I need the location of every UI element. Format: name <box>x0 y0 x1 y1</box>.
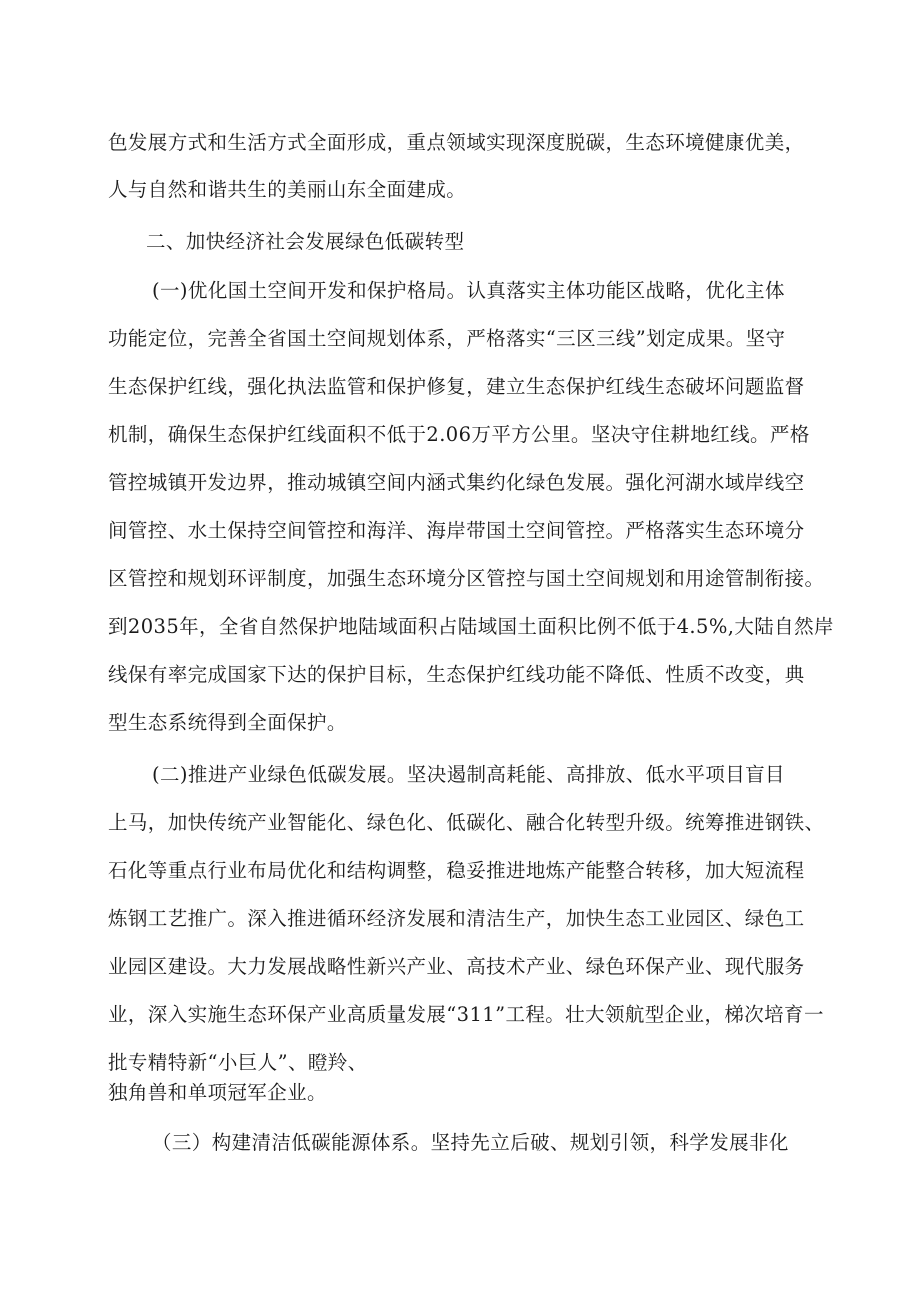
paragraph-line: 炼钢工艺推广。深入推进循环经济发展和清洁生产，加快生态工业园区、绿色工 <box>108 907 805 930</box>
paragraph-line: （三）构建清洁低碳能源体系。坚持先立后破、规划引领，科学发展非化 <box>152 1131 789 1154</box>
section-heading: 二、加快经济社会发展绿色低碳转型 <box>146 230 465 253</box>
paragraph-line: 间管控、水土保持空间管控和海洋、海岸带国土空间管控。严格落实生态环境分 <box>108 519 805 542</box>
paragraph-line: 业，深入实施生态环保产业高质量发展“311”工程。壮大领航型企业，梯次培育一 <box>108 1003 824 1026</box>
paragraph-line: 批专精特新“小巨人”、瞪羚、 <box>108 1051 368 1074</box>
paragraph-line: 石化等重点行业布局优化和结构调整，稳妥推进地炼产能整合转移，加大短流程 <box>108 859 805 882</box>
paragraph-line: 机制，确保生态保护红线面积不低于2.06万平方公里。坚决守住耕地红线。严格 <box>108 423 810 446</box>
paragraph-line: 线保有率完成国家下达的保护目标，生态保护红线功能不降低、性质不改变，典 <box>108 663 805 686</box>
paragraph-line: 区管控和规划环评制度，加强生态环境分区管控与国土空间规划和用途管制衔接。 <box>108 567 825 590</box>
paragraph-line: 到2035年，全省自然保护地陆域面积占陆域国土面积比例不低于4.5%,大陆自然岸 <box>108 615 834 638</box>
paragraph-line: (一)优化国土空间开发和保护格局。认真落实主体功能区战略，优化主体 <box>152 279 785 302</box>
paragraph-line: 独角兽和单项冠军企业。 <box>108 1081 327 1104</box>
paragraph-line: 上马，加快传统产业智能化、绿色化、低碳化、融合化转型升级。统筹推进钢铁、 <box>108 811 825 834</box>
paragraph-line: 功能定位，完善全省国土空间规划体系，严格落实“三区三线”划定成果。坚守 <box>108 327 786 350</box>
paragraph-line: 业园区建设。大力发展战略性新兴产业、高技术产业、绿色环保产业、现代服务 <box>108 955 805 978</box>
paragraph-line: (二)推进产业绿色低碳发展。坚决遏制高耗能、高排放、低水平项目盲目 <box>152 763 785 786</box>
paragraph-line: 型生态系统得到全面保护。 <box>108 711 347 734</box>
paragraph-line: 生态保护红线，强化执法监管和保护修复，建立生态保护红线生态破坏问题监督 <box>108 375 805 398</box>
paragraph-line: 色发展方式和生活方式全面形成，重点领域实现深度脱碳，生态环境健康优美， <box>108 131 805 154</box>
paragraph-line: 管控城镇开发边界，推动城镇空间内涵式集约化绿色发展。强化河湖水域岸线空 <box>108 471 805 494</box>
paragraph-line: 人与自然和谐共生的美丽山东全面建成。 <box>108 178 467 201</box>
